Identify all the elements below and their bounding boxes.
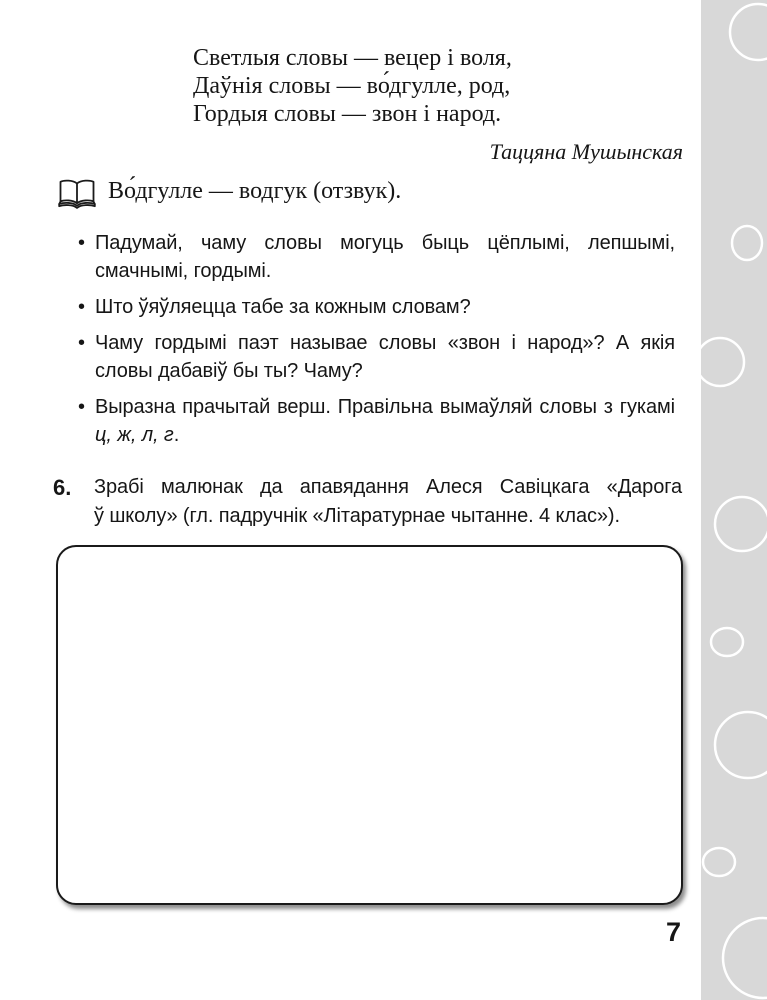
decorative-band	[701, 0, 767, 1000]
question-list	[78, 229, 675, 457]
page-number: 7	[666, 917, 682, 947]
vocab-text: Во́дгулле — водгук (отзвук).	[108, 178, 402, 204]
question-item	[78, 393, 675, 449]
poem-line: Светлыя словы — вецер і воля,	[193, 45, 512, 71]
question-sounds: ц, ж, л, г	[95, 424, 174, 446]
poem-line: Гордыя словы — звон і народ.	[193, 101, 502, 127]
vocab-note	[57, 176, 401, 210]
question-item	[78, 329, 675, 385]
task-text: Зрабі малюнак да апавядання Алеся Савіцкага «Дарога ў школу» (гл. падручнік «Літаратурнае чытанне. 4 клас»).	[94, 476, 682, 527]
question-text: Чаму гордымі паэт называе словы «звон і народ»? А якія словы дабавіў бы ты? Чаму?	[95, 332, 675, 382]
decorative-circles	[701, 0, 767, 1000]
question-text: Што ўяўляецца табе за кожным словам?	[95, 296, 471, 318]
bullet-icon: •	[78, 396, 86, 418]
question-text-prefix: Выразна прачытай верш. Правільна вымаўляй словы з гукамі	[95, 396, 675, 418]
question-item	[78, 293, 675, 321]
poem-author: Таццяна Мушынская	[489, 139, 683, 164]
task-6	[53, 473, 682, 531]
drawing-area	[56, 545, 683, 905]
question-item	[78, 229, 675, 285]
bullet-icon: •	[78, 232, 86, 254]
open-book-icon	[57, 178, 97, 210]
poem-line: Даўнія словы — во́дгулле, род,	[193, 73, 511, 99]
poem	[193, 44, 512, 128]
bullet-icon: •	[78, 332, 86, 354]
question-text	[95, 393, 675, 449]
bullet-icon: •	[78, 296, 86, 318]
question-text: Падумай, чаму словы могуць быць цёплымі, лепшымі, смачнымі, гордымі.	[95, 232, 675, 282]
task-number: 6.	[53, 475, 72, 500]
question-text-suffix: .	[173, 424, 180, 446]
